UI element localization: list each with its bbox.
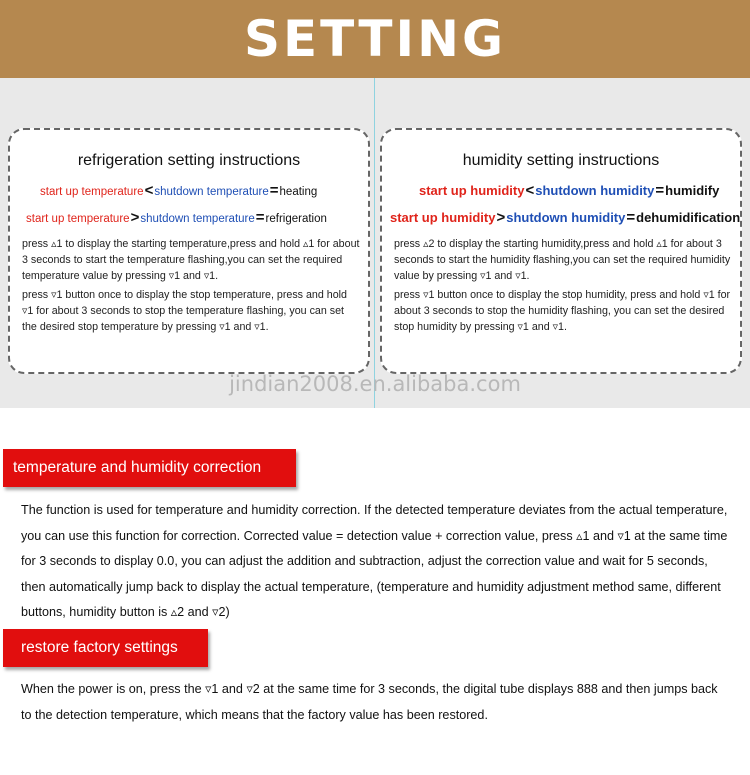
rule-result: refrigeration	[265, 213, 327, 225]
humidity-rule-dehumidify	[390, 209, 741, 226]
refrigeration-body	[22, 236, 360, 335]
correction-text: The function is used for temperature and humidity correction. If the detected temperature deviates from the actual temperature, you can use this function for correction. Corrected value = detection value + correction value, press ▵1 and ▿1 at the same time for 3 seconds to display 0.0, you can adjust the addition and subtraction, adjust the correction value and wait for 5 seconds, then automatically jump back to display the actual temperature, (temperature and humidity adjustment method same, different buttons, humidity button is ▵2 and ▿2)	[21, 503, 728, 619]
humidity-card	[380, 128, 742, 374]
rule-shutdown-label: shutdown humidity	[535, 183, 655, 198]
rule-start-label: start up temperature	[40, 186, 144, 198]
rule-result: humidify	[665, 183, 720, 198]
rule-start-label: start up temperature	[26, 213, 130, 225]
divider-line	[374, 78, 375, 408]
rule-result: dehumidification	[636, 210, 741, 225]
greater-than-symbol: >	[130, 209, 140, 226]
rule-shutdown-label: shutdown humidity	[506, 210, 626, 225]
restore-text: When the power is on, press the ▿1 and ▿2 at the same time for 3 seconds, the digital tube displays 888 and then jumps back to the detection temperature, which means that the factory value has been restored.	[21, 682, 718, 722]
rule-shutdown-label: shutdown temperature	[140, 213, 255, 225]
humidity-para-start: press ▵2 to display the starting humidity,press and hold ▵1 for about 3 seconds to start the humidity flashing,you can set the required humidity value by pressing ▿1 and ▿1.	[394, 238, 731, 282]
refrigeration-rule-heating	[18, 182, 360, 199]
rule-start-label: start up humidity	[419, 183, 525, 198]
restore-label: restore factory settings	[3, 629, 208, 667]
less-than-symbol: <	[525, 182, 535, 199]
less-than-symbol: <	[144, 182, 154, 199]
equals-symbol: =	[626, 209, 636, 226]
humidity-title: humidity setting instructions	[462, 152, 660, 169]
greater-than-symbol: >	[496, 209, 506, 226]
refrigeration-para-stop: press ▿1 button once to display the stop temperature, press and hold ▿1 for about 3 seconds to stop the temperature flashing, you can set the desired stop temperature by pressing ▿1 and ▿1.	[22, 289, 347, 333]
page-title: SETTING	[243, 10, 506, 68]
equals-symbol: =	[255, 209, 265, 226]
refrigeration-title: refrigeration setting instructions	[77, 152, 301, 169]
rule-shutdown-label: shutdown temperature	[154, 186, 269, 198]
equals-symbol: =	[269, 182, 279, 199]
rule-start-label: start up humidity	[390, 210, 496, 225]
humidity-para-stop: press ▿1 button once to display the stop humidity, press and hold ▿1 for about 3 seconds to stop the humidity flashing, you can set the desired stop humidity by pressing ▿1 and ▿1.	[394, 289, 731, 333]
correction-label: temperature and humidity correction	[3, 449, 296, 487]
humidity-rule-humidify	[390, 182, 732, 199]
refrigeration-card	[8, 128, 370, 374]
equals-symbol: =	[655, 182, 665, 199]
humidity-body	[394, 236, 732, 335]
watermark: jindian2008.en.alibaba.com	[229, 372, 521, 396]
header-banner	[0, 0, 750, 78]
rule-result: heating	[279, 186, 318, 198]
refrigeration-rule-cooling	[18, 209, 360, 226]
refrigeration-para-start: press ▵1 to display the starting temperature,press and hold ▵1 for about 3 seconds to start the temperature flashing,you can set the required temperature value by pressing ▿1 and ▿1.	[22, 238, 360, 282]
